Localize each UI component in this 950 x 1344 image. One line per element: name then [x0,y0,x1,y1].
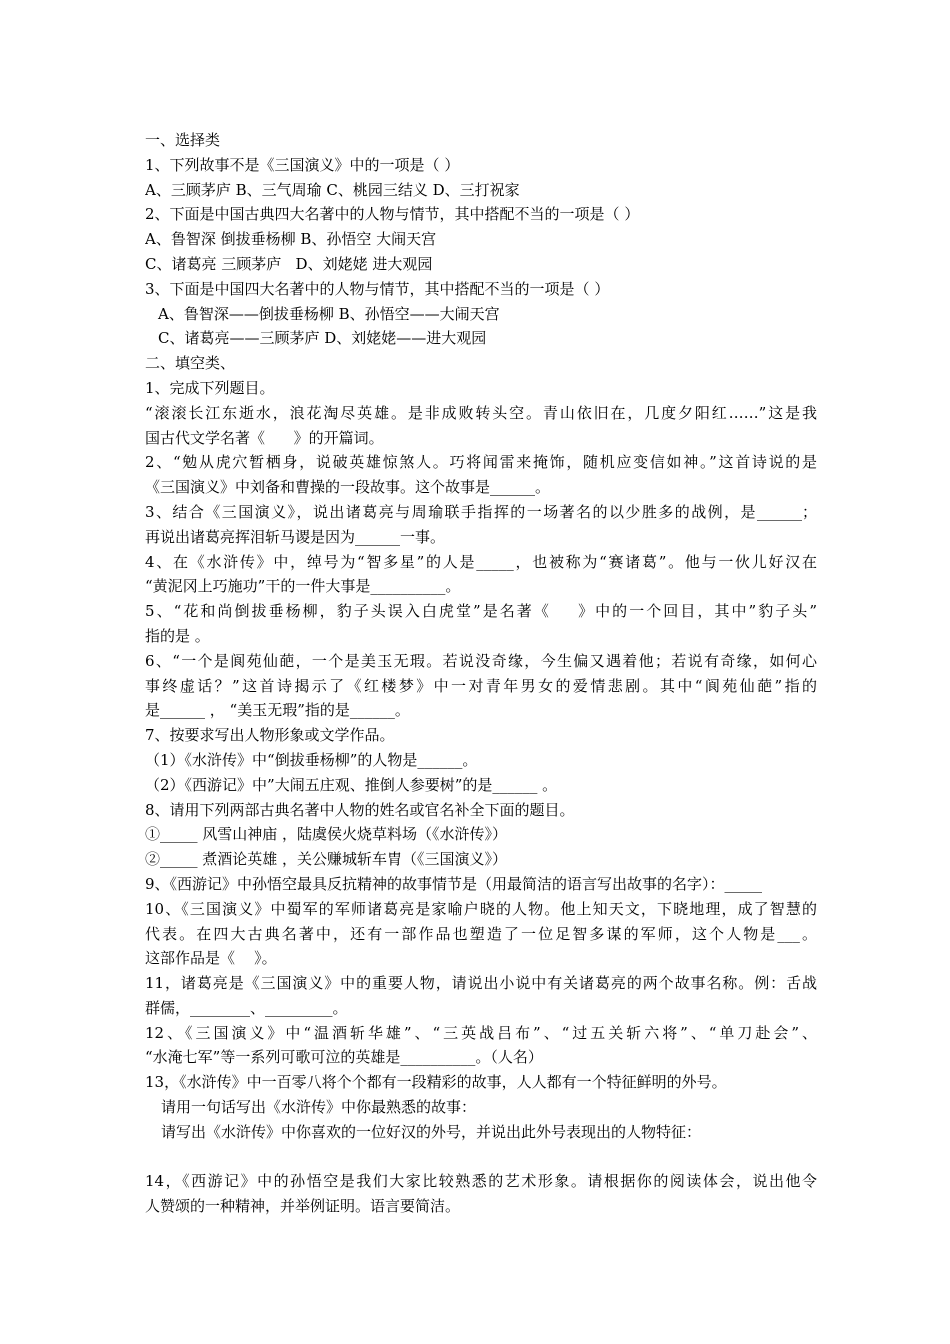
text-line: （2）《西游记》中”大闹五庄观、推倒人参要树”的是______ 。 [145,775,558,794]
text-line: 2、“勉从虎穴暂栖身，说破英雄惊煞人。巧将闻雷来掩饰，随机应变信如神。”这首诗说的是 [145,453,817,472]
text-line: 这部作品是《 》。 [145,949,277,968]
text-line: 2、下面是中国古典四大名著中的人物与情节，其中搭配不当的一项是（ ） [145,205,640,224]
text-line: 二、填空类、 [145,354,236,373]
text-line: 1、完成下列题目。 [145,378,275,397]
text-line: 代表。在四大古典名著中，还有一部作品也塑造了一位足智多谋的军师，这个人物是___。 [145,924,817,943]
blank-line [145,1145,817,1170]
text-line: 7、按要求写出人物形象或文学作品。 [145,726,395,745]
text-line: 是______ ， “美玉无瑕”指的是______。 [145,701,410,720]
text-line: 4、在《水浒传》中，绰号为“智多星”的人是_____，也被称为“赛诸葛”。他与一伙儿好汉在 [145,552,817,571]
text-line: 8、请用下列两部古典名著中人物的姓名或官名补全下面的题目。 [145,800,575,819]
text-line: 一、选择类 [145,131,221,149]
document-body [145,128,817,1219]
text-line: 5、“花和尚倒拔垂杨柳，豹子头误入白虎堂”是名著《 》中的一个回目，其中”豹子头” [145,602,817,621]
text-line: C、诸葛亮——三顾茅庐 D、刘姥姥——进大观园 [158,329,487,348]
text-line: 再说出诸葛亮挥泪斩马谡是因为______一事。 [145,527,446,546]
text-line: 12、《三国演义》中“温酒斩华雄”、“三英战吕布”、“过五关斩六将”、“单刀赴会”、 [145,1023,817,1042]
text-line: 国古代文学名著《 》的开篇词。 [145,428,384,447]
text-line: A、鲁智深 倒拔垂杨柳 B、孙悟空 大闹天宫 [145,230,437,249]
section-s1 [145,128,817,351]
text-line: 6、“一个是阆苑仙葩，一个是美玉无瑕。若说没奇缘，今生偏又遇着他；若说有奇缘，如何心 [145,651,817,670]
text-line: 指的是 。 [145,626,210,645]
text-line: A、三顾茅庐 B、三气周瑜 C、桃园三结义 D、三打祝家 [145,180,520,199]
section-s2 [145,351,817,1219]
text-line: 请用一句话写出《水浒传》中你最熟悉的故事： [161,1098,477,1117]
text-line: C、诸葛亮 三顾茅庐 D、刘姥姥 进大观园 [145,254,433,273]
text-line: 9、《西游记》中孙悟空最具反抗精神的故事情节是（用最简洁的语言写出故事的名字）：_____ [145,874,763,893]
text-line: “滚滚长江东逝水，浪花淘尽英雄。是非成败转头空。青山依旧在，几度夕阳红……”这是我 [145,403,817,422]
text-line: 人赞颂的一种精神，并举例证明。语言要简洁。 [145,1197,461,1216]
text-line: 11，诸葛亮是《三国演义》中的重要人物，请说出小说中有关诸葛亮的两个故事名称。例：舌战 [145,974,817,993]
text-line: 3、结合《三国演义》，说出诸葛亮与周瑜联手指挥的一场著名的以少胜多的战例，是______； [145,502,817,521]
text-line: 3、下面是中国四大名著中的人物与情节，其中搭配不当的一项是（ ） [145,279,610,298]
text-line: 事终虚话？”这首诗揭示了《红楼梦》中一对青年男女的爱情悲剧。其中“阆苑仙葩”指的 [145,676,817,695]
text-line: 《三国演义》中刘备和曹操的一段故事。这个故事是______。 [145,478,551,497]
text-line: ②_____ 煮酒论英雄 ，关公赚城斩车胄（《三国演义》） [145,850,508,869]
text-line: 1、下列故事不是《三国演义》中的一项是（ ） [145,155,460,174]
text-line: 10、《三国演义》中蜀军的军师诸葛亮是家喻户晓的人物。他上知天文，下晓地理，成了智慧的 [145,899,817,918]
text-line: 请写出《水浒传》中你喜欢的一位好汉的外号，并说出此外号表现出的人物特征： [161,1122,702,1141]
text-line: ①_____ 风雪山神庙 ，陆虞侯火烧草料场（《水浒传》） [145,825,508,844]
text-line: “黄泥冈上巧施功”干的一件大事是__________。 [145,577,461,596]
text-line: （1）《水浒传》中“倒拔垂杨柳”的人物是______。 [145,750,478,769]
text-line: “水淹七军”等一系列可歌可泣的英雄是__________。（人名） [145,1048,543,1067]
text-line: 群儒，________、_________。 [145,998,348,1017]
text-line: A、鲁智深——倒拔垂杨柳 B、孙悟空——大闹天宫 [158,304,500,323]
text-line: 14，《西游记》中的孙悟空是我们大家比较熟悉的艺术形象。请根据你的阅读体会，说出他令 [145,1172,817,1191]
text-line: 13，《水浒传》中一百零八将个个都有一段精彩的故事，人人都有一个特征鲜明的外号。 [145,1073,727,1092]
